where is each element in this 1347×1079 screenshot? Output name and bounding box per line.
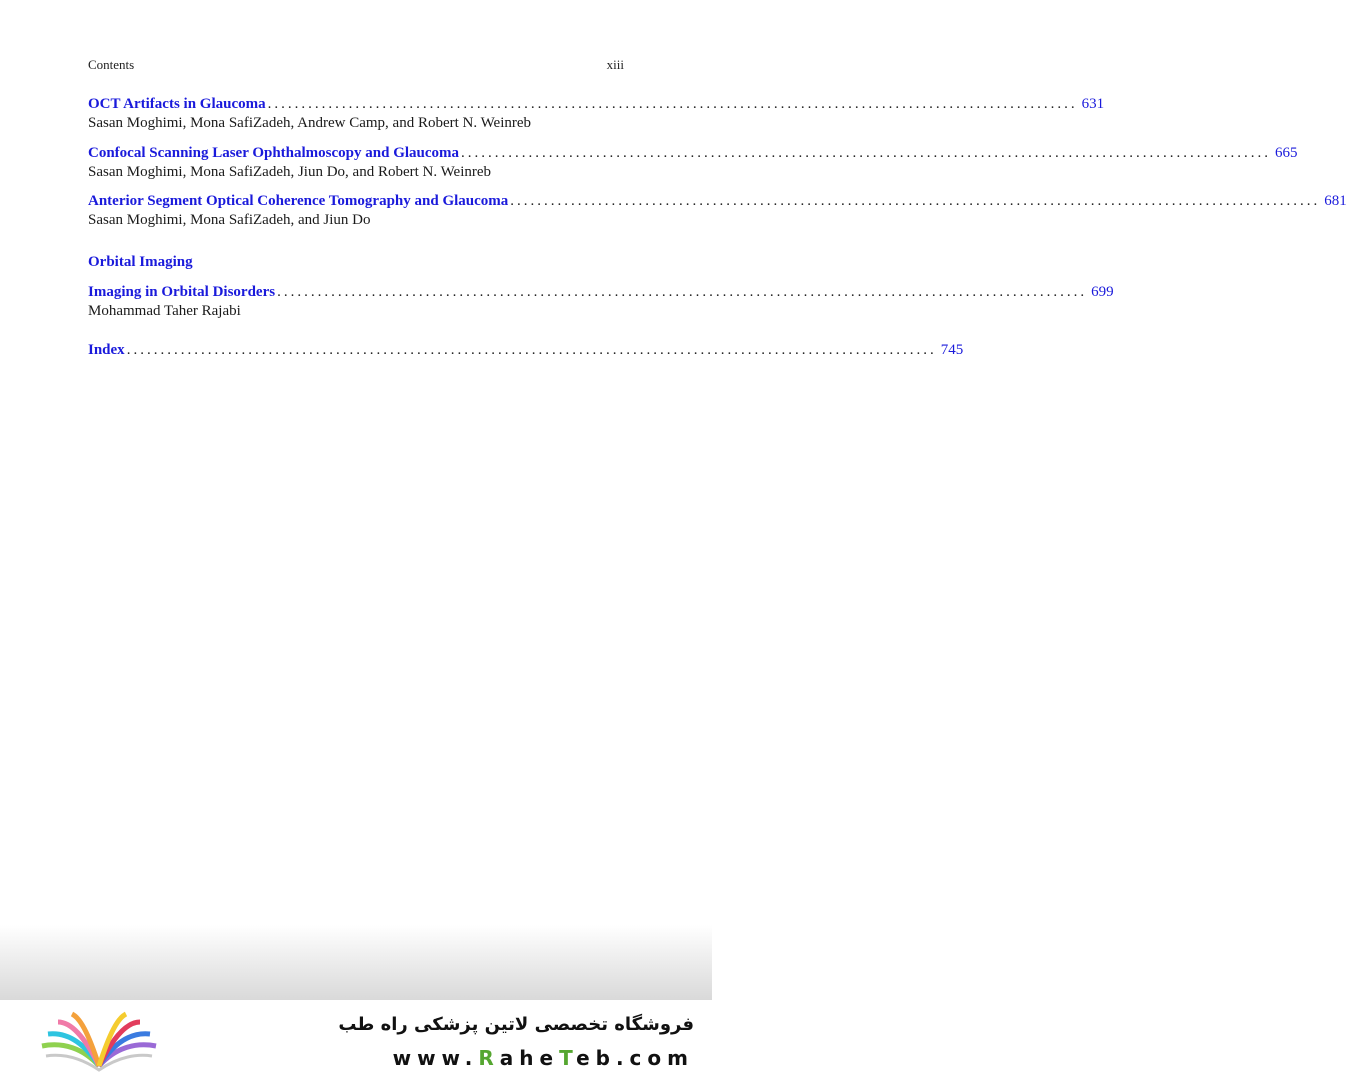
toc-entry-page[interactable]: 631 [1081, 96, 1105, 112]
url-ahe: ahe [499, 1046, 560, 1070]
toc-entry-title[interactable]: OCT Artifacts in Glaucoma [88, 96, 266, 112]
leader-dots: ........................................................................................................................ [510, 193, 1321, 209]
running-header-page: xiii [606, 57, 624, 72]
url-suffix: .com [615, 1046, 694, 1070]
toc-entry-page[interactable]: 665 [1275, 145, 1298, 161]
toc-entry-authors: Sasan Moghimi, Mona SafiZadeh, Jiun Do, and Robert N. Weinreb [88, 164, 492, 180]
open-book-logo-icon [38, 1008, 160, 1076]
section-heading[interactable]: Orbital Imaging [88, 254, 193, 270]
leader-dots: ........................................................................................................................ [126, 342, 937, 358]
toc-entry-authors: Mohammad Taher Rajabi [88, 303, 241, 319]
toc-entry-title[interactable]: Index [88, 342, 125, 358]
toc-entry-page[interactable]: 699 [1091, 284, 1114, 300]
watermark-footer [0, 1000, 712, 1079]
toc-entry [88, 192, 1347, 230]
toc-entry-title[interactable]: Imaging in Orbital Disorders [88, 284, 276, 300]
url-letter-r: R [478, 1046, 500, 1070]
url-eb: eb [576, 1046, 616, 1070]
toc-entry [88, 283, 1114, 321]
leader-dots: ........................................................................................................................ [277, 284, 1088, 300]
toc-entry [88, 95, 1105, 133]
toc-entry-authors: Sasan Moghimi, Mona SafiZadeh, and Jiun Do [88, 212, 371, 228]
leader-dots: ........................................................................................................................ [267, 96, 1078, 112]
toc-entry-title[interactable]: Confocal Scanning Laser Ophthalmoscopy and Glaucoma [88, 145, 460, 161]
running-header-title: Contents [88, 57, 135, 72]
store-name-persian: فروشگاه تخصصی لاتین پزشکی راه طب [338, 1014, 694, 1035]
page-bottom-shadow [0, 925, 712, 1000]
url-letter-t: T [559, 1046, 577, 1070]
toc-entry-page[interactable]: 745 [940, 342, 964, 358]
toc-entry-page[interactable]: 681 [1324, 193, 1347, 209]
store-url[interactable] [393, 1046, 694, 1070]
toc-entry [88, 144, 1298, 182]
url-prefix: www. [392, 1046, 479, 1070]
leader-dots: ........................................................................................................................ [461, 145, 1272, 161]
toc-entry-title[interactable]: Anterior Segment Optical Coherence Tomography and Glaucoma [88, 193, 509, 209]
toc-entry-authors: Sasan Moghimi, Mona SafiZadeh, Andrew Camp, and Robert N. Weinreb [88, 115, 532, 131]
toc-entry-index [88, 341, 964, 360]
